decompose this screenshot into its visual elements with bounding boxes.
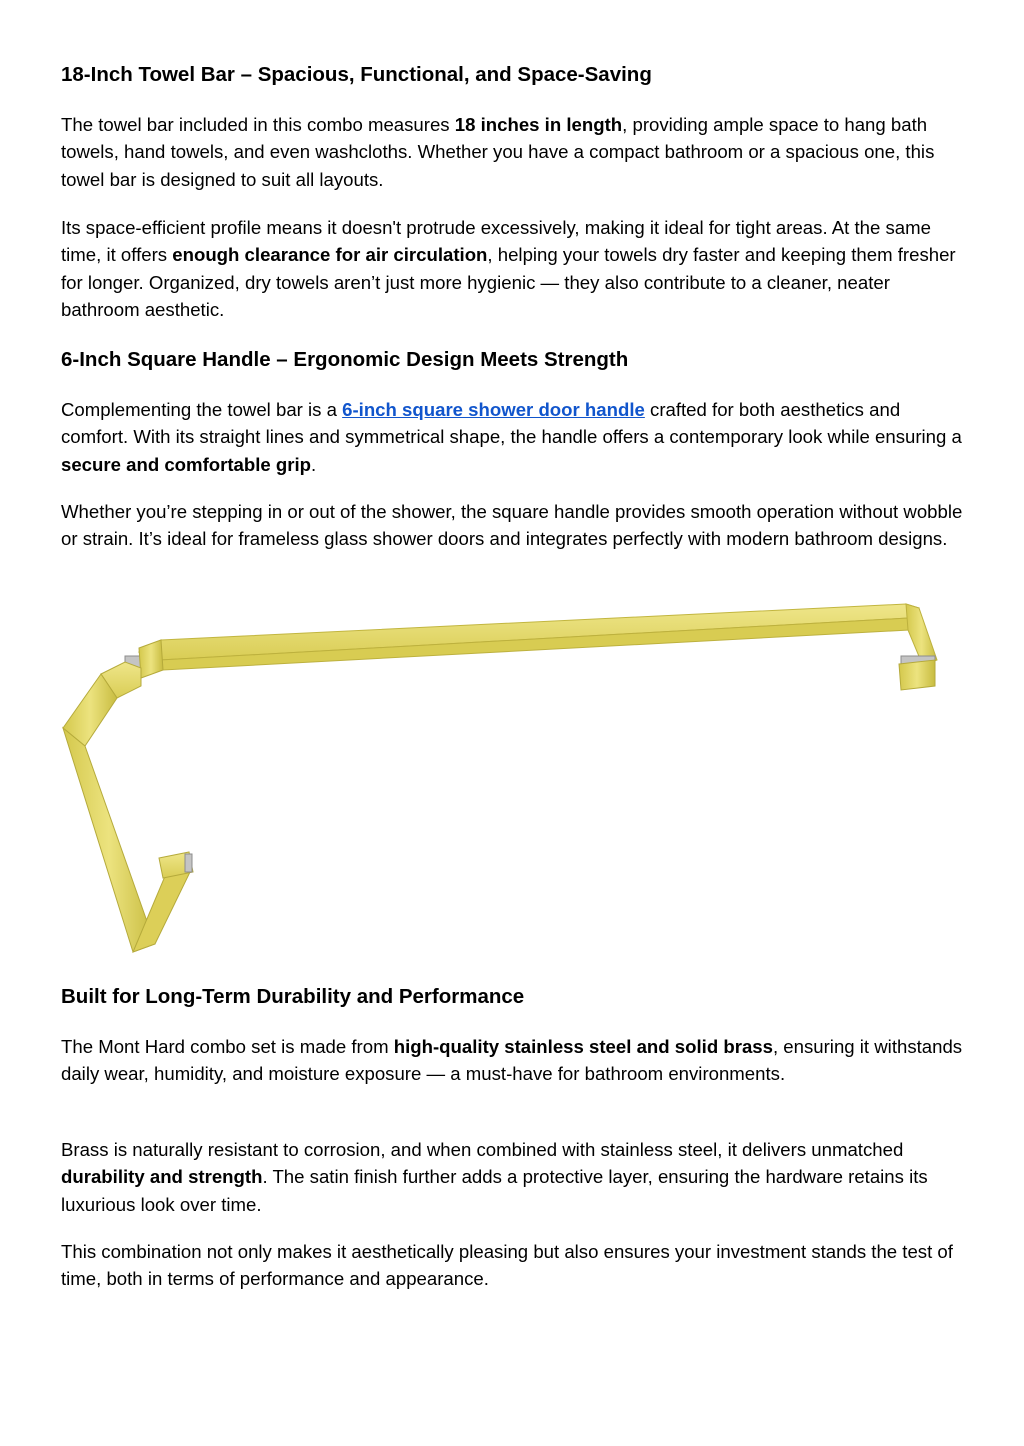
bold-text: secure and comfortable grip [61,453,312,475]
text-run: . [311,453,317,475]
left-link-block [139,640,163,678]
paragraph-towel-bar-profile [61,214,966,323]
section-heading-square-handle: 6-Inch Square Handle – Ergonomic Design Meets Strength [61,348,629,371]
paragraph-handle-design [61,396,966,478]
text-run: crafted for both aesthetics and comfort. With its straight lines and symmetrical shape, the handle offers a contemporary look while ensuring a [61,399,962,448]
towel-bar-handle-combo-image [61,600,961,956]
paragraph-materials [61,1033,966,1088]
text-run: , helping your towels dry faster and keeping them fresher for longer. Organized, dry towels aren’t just more hygienic — they also contribute to a cleaner, neater bathroom aesthetic. [61,244,956,320]
bold-text: high-quality stainless steel and solid brass [393,1036,773,1057]
bold-text: durability and strength [61,1166,263,1188]
section-heading-towel-bar: 18-Inch Towel Bar – Spacious, Functional, and Space-Saving [61,63,652,86]
section-heading-durability: Built for Long-Term Durability and Performance [61,985,525,1008]
text-run: Its space-efficient profile means it doesn't protrude excessively, making it ideal for tight areas. At the same time, it offers [61,217,931,266]
paragraph-corrosion [61,1136,966,1218]
paragraph-conclusion: This combination not only makes it aesthetically pleasing but also ensures your investment stands the test of time, both in terms of performance and appearance. [61,1241,953,1290]
bold-text: enough clearance for air circulation [172,244,488,266]
text-run: Brass is naturally resistant to corrosion, and when combined with stainless steel, it delivers unmatched [61,1139,904,1160]
text-run: The Mont Hard combo set is made from [61,1036,394,1057]
paragraph-handle-operation: Whether you’re stepping in or out of the shower, the square handle provides smooth operation without wobble or strain. It’s ideal for frameless glass shower doors and integrates perfectly with modern bathroom designs. [61,501,963,550]
shower-door-handle-link[interactable]: 6-inch square shower door handle [342,399,645,420]
brass-towel-bar-illustration [61,600,961,956]
right-mount-block [899,660,935,690]
bold-text: 18 inches in length [454,114,623,135]
text-run: , ensuring it withstands daily wear, humidity, and moisture exposure — a must-have for bathroom environments. [61,1036,963,1085]
handle-bottom-chrome [185,854,192,872]
text-run: Complementing the towel bar is a [61,399,343,420]
text-run: , providing ample space to hang bath towels, hand towels, and even washcloths. Whether you have a compact bathroom or a spacious one, this towel bar is designed to suit all layouts. [61,114,935,190]
text-run: The towel bar included in this combo measures [61,114,455,135]
paragraph-towel-bar-length [61,111,966,193]
handle-lower-leg [63,728,155,952]
text-run: . The satin finish further adds a protective layer, ensuring the hardware retains its luxurious look over time. [61,1166,928,1215]
